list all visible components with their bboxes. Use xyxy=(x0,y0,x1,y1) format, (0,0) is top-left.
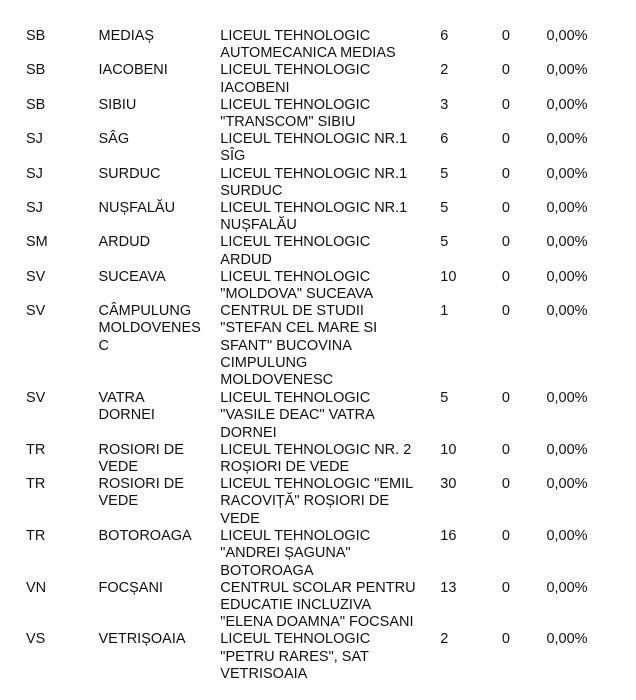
locality-cell: CÂMPULUNG MOLDOVENES C xyxy=(98,303,201,354)
filled-count-cell: 0 xyxy=(501,631,510,648)
filled-count-cell: 0 xyxy=(501,303,510,320)
county-cell: SV xyxy=(26,390,46,407)
county-cell: SV xyxy=(26,268,46,285)
table-row xyxy=(26,580,636,632)
places-count-cell: 13 xyxy=(440,579,457,596)
school-name-cell: LICEUL TEHNOLOGIC IACOBENI xyxy=(220,62,371,96)
county-cell: SB xyxy=(26,62,46,79)
locality-cell: VETRIȘOAIA xyxy=(98,631,186,648)
county-cell: SM xyxy=(26,234,48,251)
places-count-cell: 16 xyxy=(440,528,457,545)
filled-count-cell: 0 xyxy=(501,165,510,182)
percentage-cell: 0,00% xyxy=(546,528,588,545)
county-cell: TR xyxy=(26,476,46,493)
places-count-cell: 5 xyxy=(440,234,449,251)
county-cell: SV xyxy=(26,303,46,320)
table-row xyxy=(26,28,636,62)
table-row xyxy=(26,62,636,96)
locality-cell: ROSIORI DE VEDE xyxy=(98,476,184,510)
table-row xyxy=(26,390,636,442)
table-row xyxy=(26,442,636,476)
school-name-cell: LICEUL TEHNOLOGIC "TRANSCOM" SIBIU xyxy=(220,96,371,131)
school-name-cell: CENTRUL DE STUDII "STEFAN CEL MARE SI SFANT" BUCOVINA CIMPULUNG MOLDOVENESC xyxy=(220,303,378,389)
locality-cell: SIBIU xyxy=(98,96,137,113)
filled-count-cell: 0 xyxy=(501,528,510,545)
places-count-cell: 1 xyxy=(440,303,449,320)
locality-cell: SUCEAVA xyxy=(98,268,166,285)
table-row xyxy=(26,269,636,303)
places-count-cell: 5 xyxy=(440,390,449,407)
school-name-cell: LICEUL TEHNOLOGIC "VASILE DEAC" VATRA DORNEI xyxy=(220,390,375,441)
county-cell: VS xyxy=(26,631,46,648)
locality-cell: ARDUD xyxy=(98,234,151,251)
table-row xyxy=(26,200,636,234)
percentage-cell: 0,00% xyxy=(546,476,588,493)
percentage-cell: 0,00% xyxy=(546,131,588,148)
locality-cell: NUȘFALĂU xyxy=(98,200,176,217)
county-cell: SJ xyxy=(26,131,43,148)
percentage-cell: 0,00% xyxy=(546,234,588,251)
table-row xyxy=(26,303,636,390)
percentage-cell: 0,00% xyxy=(546,200,588,217)
school-name-cell: LICEUL TEHNOLOGIC NR.1 NUȘFALĂU xyxy=(220,200,408,234)
table-row xyxy=(26,131,636,165)
county-cell: SB xyxy=(26,96,46,113)
school-name-cell: LICEUL TEHNOLOGIC AUTOMECANICA MEDIAS xyxy=(220,28,396,62)
locality-cell: MEDIAȘ xyxy=(98,28,155,44)
places-count-cell: 10 xyxy=(440,441,457,458)
filled-count-cell: 0 xyxy=(501,390,510,407)
places-count-cell: 2 xyxy=(440,62,449,79)
schools-table xyxy=(26,28,636,683)
percentage-cell: 0,00% xyxy=(546,631,588,648)
filled-count-cell: 0 xyxy=(501,234,510,251)
school-name-cell: LICEUL TEHNOLOGIC ARDUD xyxy=(220,234,371,268)
percentage-cell: 0,00% xyxy=(546,390,588,407)
school-name-cell: LICEUL TEHNOLOGIC "ANDREI ȘAGUNA" BOTOROAGA xyxy=(220,528,371,579)
percentage-cell: 0,00% xyxy=(546,62,588,79)
locality-cell: VATRA DORNEI xyxy=(98,390,155,424)
places-count-cell: 10 xyxy=(440,268,457,285)
places-count-cell: 2 xyxy=(440,631,449,648)
filled-count-cell: 0 xyxy=(501,131,510,148)
school-name-cell: LICEUL TEHNOLOGIC NR.1 SÎG xyxy=(220,131,408,165)
filled-count-cell: 0 xyxy=(501,579,510,596)
places-count-cell: 5 xyxy=(440,165,449,182)
locality-cell: ROSIORI DE VEDE xyxy=(98,441,184,476)
county-cell: TR xyxy=(26,441,46,458)
table-row xyxy=(26,631,636,683)
filled-count-cell: 0 xyxy=(501,441,510,458)
locality-cell: FOCȘANI xyxy=(98,579,163,596)
school-name-cell: LICEUL TEHNOLOGIC NR. 2 ROȘIORI DE VEDE xyxy=(220,441,412,476)
percentage-cell: 0,00% xyxy=(546,165,588,182)
filled-count-cell: 0 xyxy=(501,28,510,44)
county-cell: SB xyxy=(26,28,46,44)
table-row xyxy=(26,528,636,580)
school-name-cell: LICEUL TEHNOLOGIC "EMIL RACOVIȚĂ" ROȘIORI DE VEDE xyxy=(220,476,414,527)
locality-cell: BOTOROAGA xyxy=(98,528,192,545)
percentage-cell: 0,00% xyxy=(546,96,588,113)
percentage-cell: 0,00% xyxy=(546,28,588,44)
places-count-cell: 5 xyxy=(440,200,449,217)
filled-count-cell: 0 xyxy=(501,268,510,285)
locality-cell: SURDUC xyxy=(98,165,161,182)
filled-count-cell: 0 xyxy=(501,200,510,217)
school-name-cell: LICEUL TEHNOLOGIC "PETRU RARES", SAT VETRISOAIA xyxy=(220,631,371,682)
percentage-cell: 0,00% xyxy=(546,441,588,458)
filled-count-cell: 0 xyxy=(501,62,510,79)
county-cell: SJ xyxy=(26,200,43,217)
percentage-cell: 0,00% xyxy=(546,268,588,285)
county-cell: SJ xyxy=(26,165,43,182)
table-row xyxy=(26,476,636,528)
school-name-cell: LICEUL TEHNOLOGIC "MOLDOVA" SUCEAVA xyxy=(220,268,374,303)
places-count-cell: 30 xyxy=(440,476,457,493)
schools-table-body xyxy=(26,28,636,683)
percentage-cell: 0,00% xyxy=(546,579,588,596)
locality-cell: IACOBENI xyxy=(98,62,168,79)
table-row xyxy=(26,97,636,131)
county-cell: VN xyxy=(26,579,47,596)
filled-count-cell: 0 xyxy=(501,96,510,113)
percentage-cell: 0,00% xyxy=(546,303,588,320)
school-name-cell: LICEUL TEHNOLOGIC NR.1 SURDUC xyxy=(220,165,408,199)
filled-count-cell: 0 xyxy=(501,476,510,493)
places-count-cell: 3 xyxy=(440,96,449,113)
school-name-cell: CENTRUL SCOLAR PENTRU EDUCATIE INCLUZIVA "ELENA DOAMNA" FOCSANI xyxy=(220,579,416,631)
table-row xyxy=(26,166,636,200)
county-cell: TR xyxy=(26,528,46,545)
places-count-cell: 6 xyxy=(440,28,449,44)
locality-cell: SÂG xyxy=(98,131,130,148)
places-count-cell: 6 xyxy=(440,131,449,148)
table-row xyxy=(26,234,636,268)
